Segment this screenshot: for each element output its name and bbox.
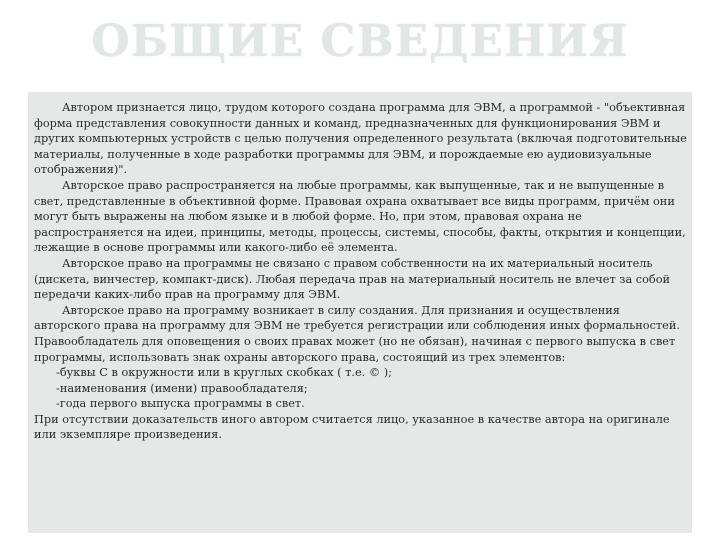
body-text — [34, 100, 688, 443]
slide-title: ОБЩИЕ СВЕДЕНИЯ — [91, 16, 629, 67]
paragraph-scope: Авторское право распространяется на любые программы, как выпущенные, так и не выпущенные в свет, представленные в объективной форме. Правовая охрана охватывает все виды программ, причём они могут быть выражены на любом языке и в любой форме. Но, при этом, правовая охрана не распространяется на идеи, принципы, методы, процессы, системы, способы, факты, открытия и концепции, лежащие в основе программы или какого-либо её элемента. — [34, 178, 686, 255]
list-item-copyright-sign: -буквы С в окружности или в круглых скобках ( т.е. © ); — [56, 366, 392, 380]
paragraph-emergence: Авторское право на программу возникает в силу создания. Для признания и осуществления авторского права на программу для ЭВМ не требуется регистрации или соблюдения иных формальностей. Правообладатель для оповещения о своих правах может (но не обязан), начиная с первого выпуска в свет программы, использовать знак охраны авторского права, состоящий из трех элементов: — [34, 303, 680, 364]
paragraph-media: Авторское право на программы не связано с правом собственности на их материальный носитель (дискета, винчестер, компакт-диск). Любая передача прав на материальный носитель не влечет за собой передачи каких-либо прав на программу для ЭВМ. — [34, 256, 671, 302]
list-item-holder-name: -наименования (имени) правообладателя; — [56, 381, 308, 395]
paragraph-closing: При отсутствии доказательств иного автором считается лицо, указанное в качестве автора на оригинале или экземпляре произведения. — [34, 412, 670, 442]
paragraph-author-definition: Автором признается лицо, трудом которого создана программа для ЭВМ, а программой - "объективная форма представления совокупности данных и команд, предназначенных для функционирования ЭВМ и других компьютерных устройств с целью получения определенного результата (включая подготовительные материалы, полученные в ходе разработки программы для ЭВМ, и порождаемые ею аудиовизуальные отображения)". — [34, 101, 687, 177]
list-item-year: -года первого выпуска программы в свет. — [56, 397, 305, 411]
